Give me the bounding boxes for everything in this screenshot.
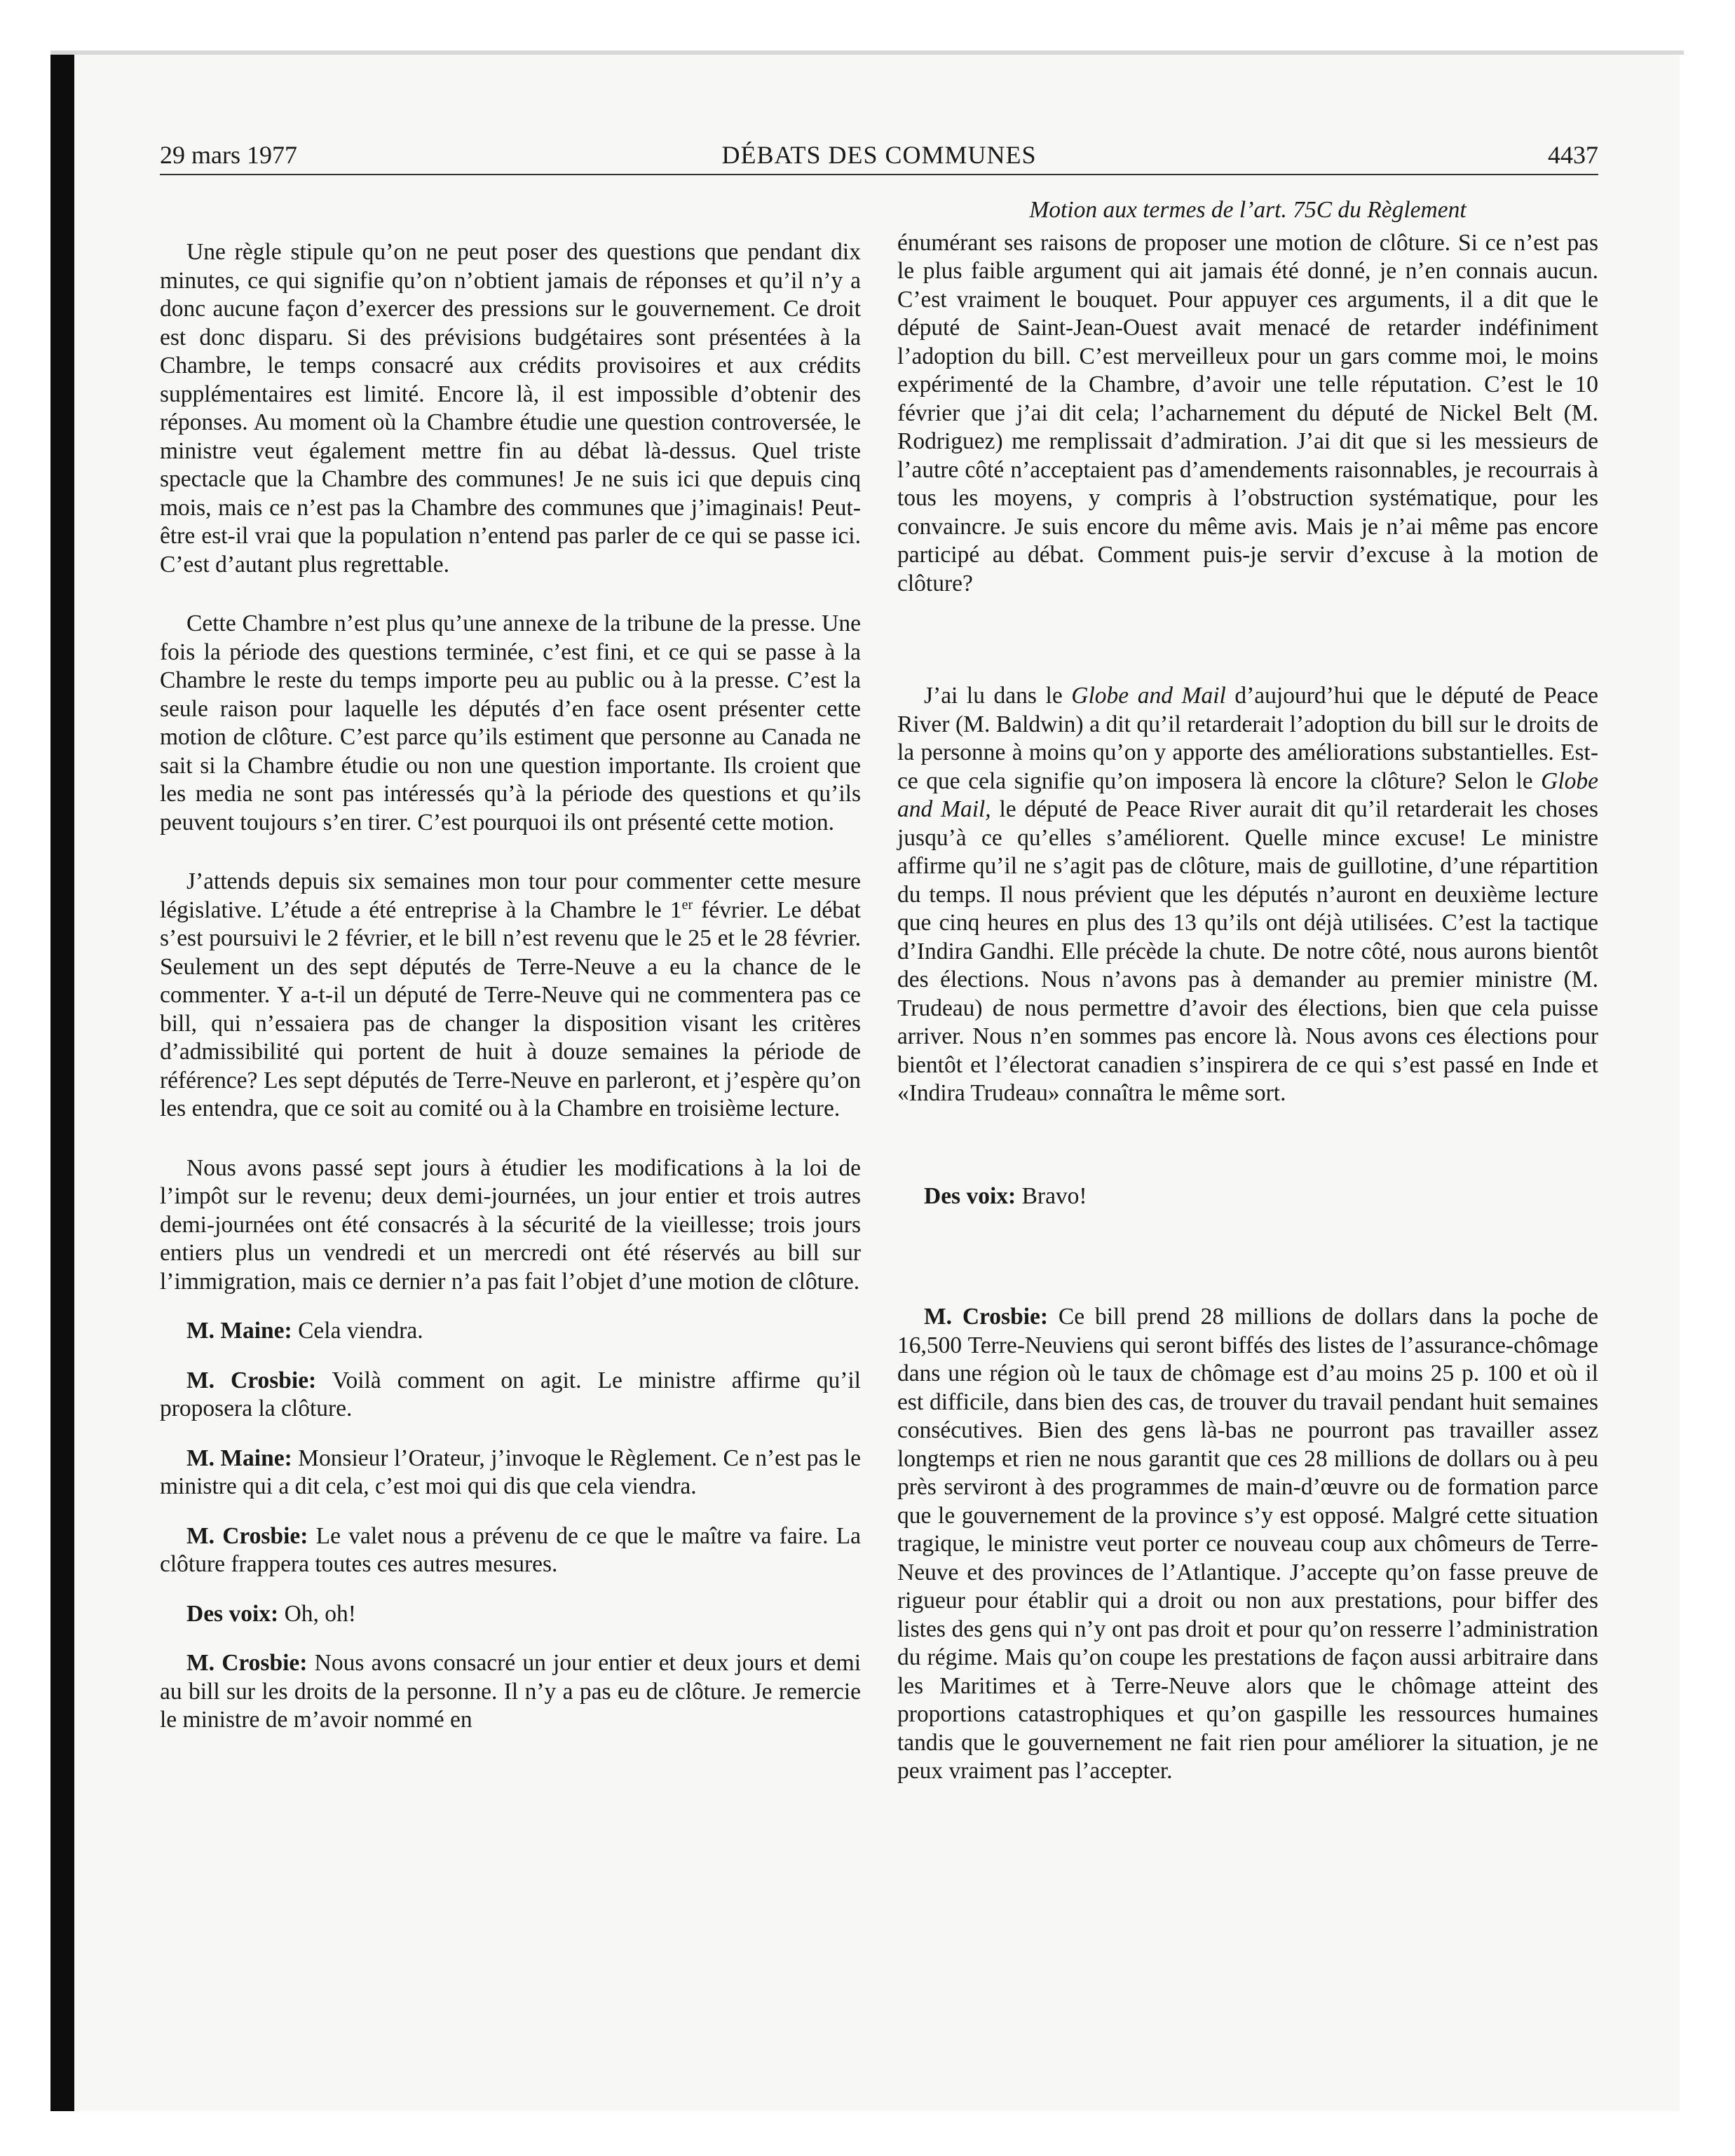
right-column	[897, 196, 1598, 1786]
paragraph-text: J’ai lu dans le	[924, 683, 1072, 709]
paragraph	[897, 682, 1598, 1108]
paragraph: Nous avons passé sept jours à étudier les modifications à la loi de l’impôt sur le revenu; deux demi-journées, un jour entier et trois autres demi-journées ont été consacrés à la sécurité de la vieillesse; trois jours entiers plus un vendredi et un mercredi ont été réservés au bill sur l’immigration, mais ce dernier n’a pas fait l’objet d’une motion de clôture.	[160, 1154, 861, 1295]
speech-text: Cela viendra.	[292, 1318, 423, 1344]
speaker-name: M. Maine:	[186, 1318, 292, 1344]
speech	[897, 1303, 1598, 1786]
speaker-name: Des voix:	[924, 1182, 1016, 1209]
speech	[160, 1317, 861, 1346]
header-title: DÉBATS DES COMMUNES	[721, 141, 1037, 169]
speech	[160, 1649, 861, 1735]
speech-text: Oh, oh!	[278, 1600, 356, 1627]
header-date: 29 mars 1977	[160, 141, 297, 169]
page-header	[160, 140, 1598, 175]
header-page-number: 4437	[1548, 141, 1598, 169]
speaker-name: M. Crosbie:	[186, 1367, 317, 1393]
speech	[897, 1182, 1598, 1211]
speaker-name: M. Crosbie:	[186, 1522, 308, 1549]
publication-title: Globe and Mail	[1071, 683, 1226, 709]
speech	[160, 1522, 861, 1579]
speaker-name: M. Maine:	[186, 1445, 292, 1471]
speech-text: Voilà comment on agit. Le ministre affirme qu’il proposera la clôture.	[160, 1367, 861, 1421]
scan-border-left	[50, 50, 74, 2111]
paragraph: Cette Chambre n’est plus qu’une annexe de la tribune de la presse. Une fois la période des questions terminée, c’est fini, et ce qui se passe à la Chambre le reste du temps importe peu au public ou à la presse. C’est la seule raison pour laquelle les députés d’en face osent présenter cette motion de clôture. C’est parce qu’ils estiment que personne au Canada ne sait si la Chambre étudie ou non une question importante. Ils croient que les media ne sont pas intéressés qu’à la période des questions et qu’ils peuvent toujours s’en tirer. C’est pourquoi ils ont présenté cette motion.	[160, 610, 861, 835]
paragraph: énumérant ses raisons de proposer une motion de clôture. Si ce n’est pas le plus faible argument qui ait jamais été donné, je n’en connais aucun. C’est vraiment le bouquet. Pour appuyer ces arguments, il a dit que le député de Saint-Jean-Ouest avait menacé de retarder indéfiniment l’adoption du bill. C’est merveilleux pour un gars comme moi, le moins expérimenté de la Chambre, d’avoir une telle réputation. C’est le 10 février que j’ai dit cela; l’acharnement du député de Nickel Belt (M. Rodriguez) me remplissait d’admiration. J’ai dit que si les messieurs de l’autre côté n’acceptaient pas d’amendements raisonnables, je recourrais à tous les moyens, y compris à l’obstruction systématique, pour les convaincre. Je suis encore du même avis. Mais je n’ai même pas encore participé au débat. Comment puis-je servir d’excuse à la motion de clôture?	[897, 229, 1598, 596]
speech-text: Ce bill prend 28 millions de dollars dans la poche de 16,500 Terre-Neuviens qui seront biffés des listes de l’assurance-chômage dans une région où le taux de chômage est d’au moins 25 p. 100 et où il est difficile, dans bien des cas, de trouver du travail pendant huit semaines consécutives. Bien des gens là-bas ne pourront pas travailler assez longtemps et rien ne nous garantit que ces 28 millions de dollars ou à peu près serviront à des programmes de main-d’œuvre ou de formation parce que le gouvernement de la province s’y est opposé. Malgré cette situation tragique, le ministre veut porter ce nouveau coup aux chômeurs de Terre-Neuve et des provinces de l’Atlantique. J’accepte qu’on fasse preuve de rigueur pour établir qui a droit ou non aux prestations, pour biffer des listes des gens qui n’y ont pas droit et pour qu’on resserre l’administration du régime. Mais qu’on coupe les prestations de façon aussi arbitraire dans les Maritimes et à Terre-Neuve alors que le chômage atteint des proportions catastrophiques et qu’on gaspille les ressources humaines tandis que le gouvernement ne fait rien pour améliorer la situation, je ne peux vraiment pas l’accepter.	[897, 1304, 1598, 1784]
left-column	[160, 196, 861, 1735]
running-head: Motion aux termes de l’art. 75C du Règlement	[1029, 197, 1467, 223]
speech	[160, 1445, 861, 1501]
header-rule	[160, 174, 1598, 175]
paragraph: Une règle stipule qu’on ne peut poser des questions que pendant dix minutes, ce qui signifie qu’on n’obtient jamais de réponses et qu’il n’y a donc aucune façon d’exercer des pressions sur le gouvernement. Ce droit est donc disparu. Si des prévisions budgétaires sont présentées à la Chambre, le temps consacré aux crédits provisoires et aux crédits supplémentaires est limité. Encore là, il est impossible d’obtenir des réponses. Au moment où la Chambre étudie une question controversée, le ministre veut également mettre fin au débat là-dessus. Quel triste spectacle que la Chambre des communes! Je ne suis ici que depuis cinq mois, mais ce n’est pas la Chambre des communes que j’imaginais! Peut-être est-il vrai que la population n’entend pas parler de ce qui se passe ici. C’est d’autant plus regrettable.	[160, 239, 861, 578]
paragraph-text: février. Le débat s’est poursuivi le 2 février, et le bill n’est revenu que le 25 et le 28 février. Seulement un des sept députés de Terre-Neuve a eu la chance de le commenter. Y a-t-il un député de Terre-Neuve qui ne commentera pas ce bill, qui n’essaiera pas de changer la disposition visant les critères d’admissibilité qui portent de huit à douze semaines la période de référence? Les sept députés de Terre-Neuve en parleront, et j’espère qu’on les entendra, que ce soit au comité ou à la Chambre en troisième lecture.	[160, 896, 861, 1121]
speaker-name: M. Crosbie:	[186, 1650, 308, 1676]
superscript: er	[681, 896, 693, 913]
speaker-name: M. Crosbie:	[924, 1304, 1049, 1330]
paragraph-text: le député de Peace River aurait dit qu’il retarderait les choses jusqu’à ce qu’elles s’améliorent. Quelle mince excuse! Le ministre affirme qu’il ne s’agit pas de clôture, mais de guillotine, d’une répartition du temps. Il nous prévient que les députés n’auront en deuxième lecture que cinq heures en plus des 13 qu’ils ont déjà utilisées. C’est la tactique d’Indira Gandhi. Elle précède la chute. De notre côté, nous aurons bientôt des élections. Nous n’avons pas à demander au premier ministre (M. Trudeau) de nous permettre d’avoir des élections, bien que cela puisse arriver. Nous n’en sommes pas encore là. Nous avons ces élections pour bientôt et l’électorat canadien s’inspirera de ce qui s’est passé en Inde et «Indira Trudeau» connaîtra le même sort.	[897, 796, 1598, 1106]
paragraph	[160, 868, 861, 1124]
speech-text: Bravo!	[1016, 1182, 1087, 1209]
paragraph-text: d’aujourd’hui que le député de Peace River (M. Baldwin) a dit qu’il retarderait l’adoption du bill sur le droits de la personne à moins qu’on y apporte des améliorations substantielles. Est-ce que cela signifie qu’on imposera là encore la clôture? Selon le	[897, 683, 1598, 794]
speech	[160, 1367, 861, 1424]
publication-title: Globe and Mail,	[897, 767, 1598, 822]
speech-text: Nous avons consacré un jour entier et deux jours et demi au bill sur les droits de la personne. Il n’y a pas eu de clôture. Je remercie le ministre de m’avoir nommé en	[160, 1650, 862, 1733]
paragraph-text: J’attends depuis six semaines mon tour pour commenter cette mesure législative. L’étude a été entreprise à la Chambre le 1	[160, 868, 861, 923]
speech	[160, 1600, 861, 1629]
speech-text: Le valet nous a prévenu de ce que le maître va faire. La clôture frappera toutes ces autres mesures.	[160, 1522, 862, 1577]
speaker-name: Des voix:	[186, 1600, 279, 1627]
speech-text: Monsieur l’Orateur, j’invoque le Règlement. Ce n’est pas le ministre qui a dit cela, c’est moi qui dis que cela viendra.	[160, 1445, 861, 1499]
